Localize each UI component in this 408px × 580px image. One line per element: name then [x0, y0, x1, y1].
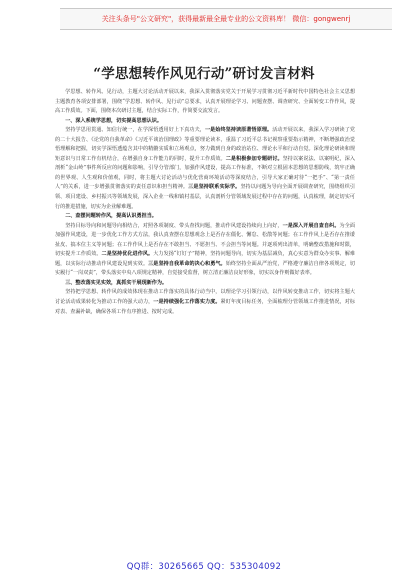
section-1-paragraph [55, 126, 355, 212]
banner-text[interactable]: 关注头条号"公文研究"，获得最新最全最专业的公文资料库！ 微信：gongwenrj [101, 15, 351, 23]
section-3-text-a: 坚持把学思想、转作风的成效体现在推动工作落实的具体行动当中，以理论学习引领行动，以作风转变推动工作，切实将主题大讨论活动成果转化为推动工作的强大动力， [55, 289, 355, 306]
section-2-text-a: 坚持目标导向和问题导向相结合，对照各项制度、带头查找问题，推动作风建设持续向上向好， [65, 222, 283, 229]
footer-contact: QQ群：30265665 QQ：535304092 [126, 562, 282, 572]
document-body [55, 88, 355, 550]
section-1-text-a: 坚持学思用贯通、知信行统一，在学深悟透用好上下真功夫， [65, 127, 205, 134]
section-2-heading: 二、查摆问题转作风，提高认识勇担当。 [65, 213, 157, 220]
section-1-point-2: 二是积极参加专题研讨。 [225, 155, 283, 162]
intro-paragraph: 学思想、转作风、见行动，主题大讨论活动开展以来，我深入贯彻落实党关于开展学习贯彻习近平新时代中国特色社会主义思想主题教育各项安排部署，围绕“学思想、转作风、见行动”总要求，认真开展理论学习、问题查摆、调查研究、全面转变工作作风，提高工作质效。下面，围绕本次研讨主题，结合实际工作，作简要交流发言。 [55, 89, 355, 115]
section-3-point-1: 一是持续强化工作落实力度。 [153, 299, 221, 306]
document-title: “学思想转作风见行动”研讨发言材料 [93, 66, 315, 82]
section-1-point-3: 三是坚持联系实际学。 [188, 184, 241, 191]
section-2-paragraph [55, 222, 355, 279]
section-2-text-b: 为全面加强作风建设，进一步优化工作方式方法，我认真查摆在思想观念上是否存在僵化、懈怠、松散等问题；在工作作风上是否存在推诿扯皮、搞本位主义等问题；在工作作风上是否存在不敢担当、不愿担当、不会担当等问题。并逐项列出清单，明确整改措施和时限，切实提升工作质效。 [55, 222, 355, 258]
section-3-text-b: 紧盯年度目标任务，全面梳理分管领域工作推进情况，对标对表、查漏补缺，确保各项工作有序推进、按时完成。 [55, 299, 355, 315]
section-1-text-c: 坚持以案说法、以案明纪，深入剖析“金山岭”事件所反应的问题和影响，引导分管部门，加强作风建设，提高工作标准，不断对立根固本思想的思想防线，筑牢正确的世界观、人生观和价值观，同时，将主题大讨论活动与优化营商环境活动等深度结合，引导大家正确对待“一把手”、“第一责任人”的关系，进一步增强贯彻落实的责任意识和担当精神。 [55, 155, 355, 191]
section-1-text-d: 坚持以问题为导向全面开展调查研究，围绕组织引领、项目建设、乡村振兴等领域发展，深入企业一线和镇村基层，认真剖析分管领域发展过程中存在的问题，认真梳理，制定切实可行的推进措施，切实为企业解难题。 [55, 184, 355, 210]
section-2-point-1: 一是深入开展自查自纠。 [282, 222, 340, 229]
section-2-text-d: 始终坚持全面从严治党，严格遵守廉洁自律各项规定，切实履行“一岗双责”，带头落实中央八项规定精神，自觉接受监督，树立清正廉洁良好形象，切实以身作则做好表率。 [55, 260, 355, 277]
section-1-point-1: 一是始终坚持读原著悟原理。 [204, 127, 273, 134]
section-3-heading: 三、整改落实见实效，真抓实干展现新作为。 [65, 279, 168, 286]
section-3-paragraph [55, 288, 355, 317]
section-1-text-b: 活动开展以来，我深入学习研读了党的二十大报告、《论党的自我革命》《习近平谈治国理政》等重要理论读本，重温了习近平总书记视察重要指示精神，不断增强政治觉悟理解和把握，切实学深悟透蕴含其中的精髓实质和立场观点，努力做到自身的政治站位、理论水平和行动自觉。深化理论研读和规矩意识与日常工作有机结合，在增强自身工作能力的同时，提升工作质效。 [55, 127, 355, 162]
section-2-point-2: 二是坚持优化进作风。 [101, 251, 154, 258]
section-2-point-3: 三是坚持自我革命的决心和勇气。 [148, 260, 226, 267]
section-1-heading: 一、深入系统学思想，切实提高思想认识。 [65, 117, 162, 124]
top-banner[interactable] [60, 8, 392, 30]
section-2-text-c: 大力发扬“钉钉子”精神，坚持问题导向，切实为基层减负，真心实意为群众办实事、解难题，以实际行动推动作风建设见到实效。 [55, 251, 355, 267]
